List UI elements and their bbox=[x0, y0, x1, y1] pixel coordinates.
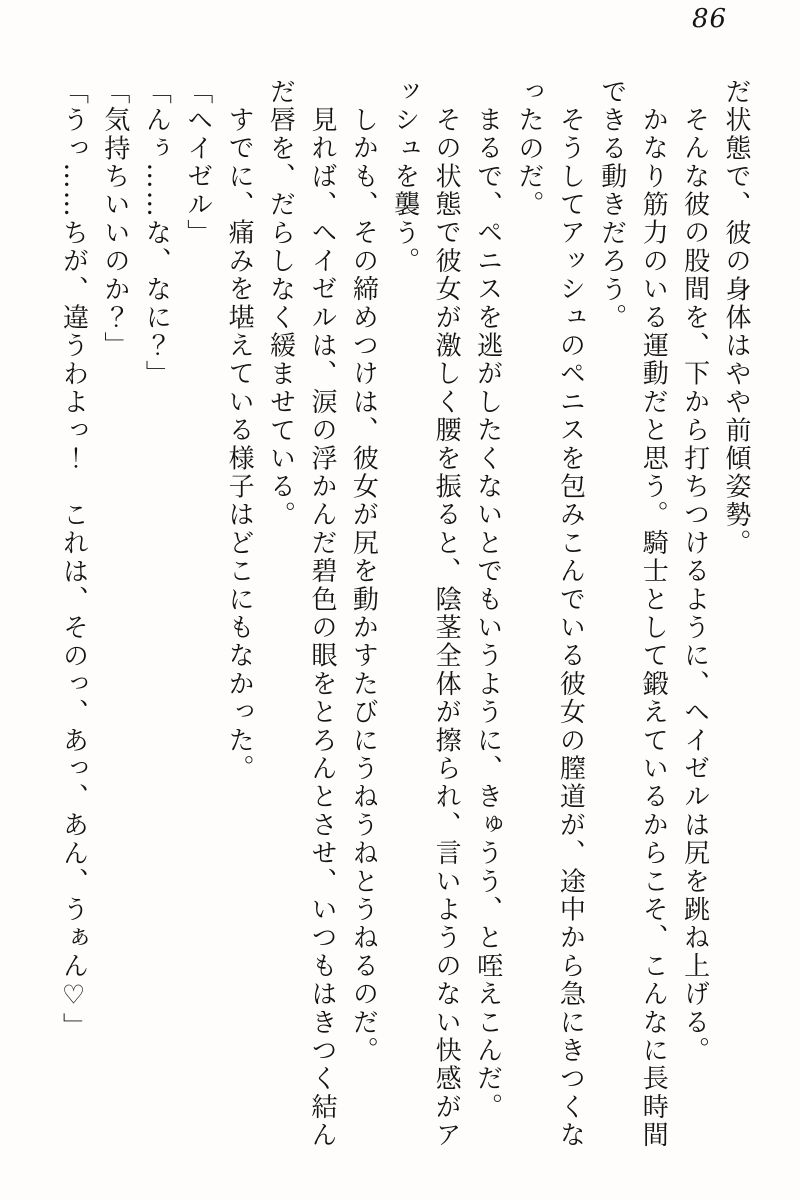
paragraph: だ状態で、彼の身体はやや前傾姿勢。 bbox=[721, 78, 751, 558]
paragraph: しかも、その締めつけは、彼女が尻を動かすたびにうねうねとうねるのだ。 bbox=[348, 106, 379, 1065]
paragraph: そんな彼の股間を、下から打ちつけるように、ヘイゼルは尻を跳ね上げる。 bbox=[679, 106, 710, 1065]
paragraph: すでに、痛みを堪えている様子はどこにもなかった。 bbox=[224, 106, 255, 783]
paragraph: 「んぅ……な、なに？」 bbox=[141, 78, 172, 389]
paragraph: 「うっ……ちが、違うわよっ！ これは、そのっ、あっ、あん、うぁん♡」 bbox=[58, 78, 89, 1041]
paragraph: 見れば、ヘイゼルは、涙の浮かんだ碧色の眼をとろんとさせ、いつもはきつく結んだ唇を、だらしなく緩ませている。 bbox=[265, 78, 337, 1150]
paragraph: そうしてアッシュのペニスを包みこんでいる彼女の膣道が、途中から急にきつくなったのだ。 bbox=[513, 78, 586, 1150]
page-number: 86 bbox=[692, 4, 728, 34]
paragraph: まるで、ペニスを逃がしたくないとでもいうように、きゅうう、と咥えこんだ。 bbox=[472, 106, 503, 1122]
paragraph: 「気持ちいいのか？」 bbox=[99, 78, 130, 360]
paragraph: かなり筋力のいる運動だと思う。騎士として鍛えているからこそ、こんなに長時間できる動きだろう。 bbox=[596, 78, 669, 1150]
text-block bbox=[52, 78, 756, 1153]
paragraph: 「ヘイゼル」 bbox=[182, 78, 213, 248]
paragraph: その状態で彼女が激しく腰を振ると、陰茎全体が擦られ、言いようのない快感がアッシュを襲う。 bbox=[389, 78, 462, 1150]
